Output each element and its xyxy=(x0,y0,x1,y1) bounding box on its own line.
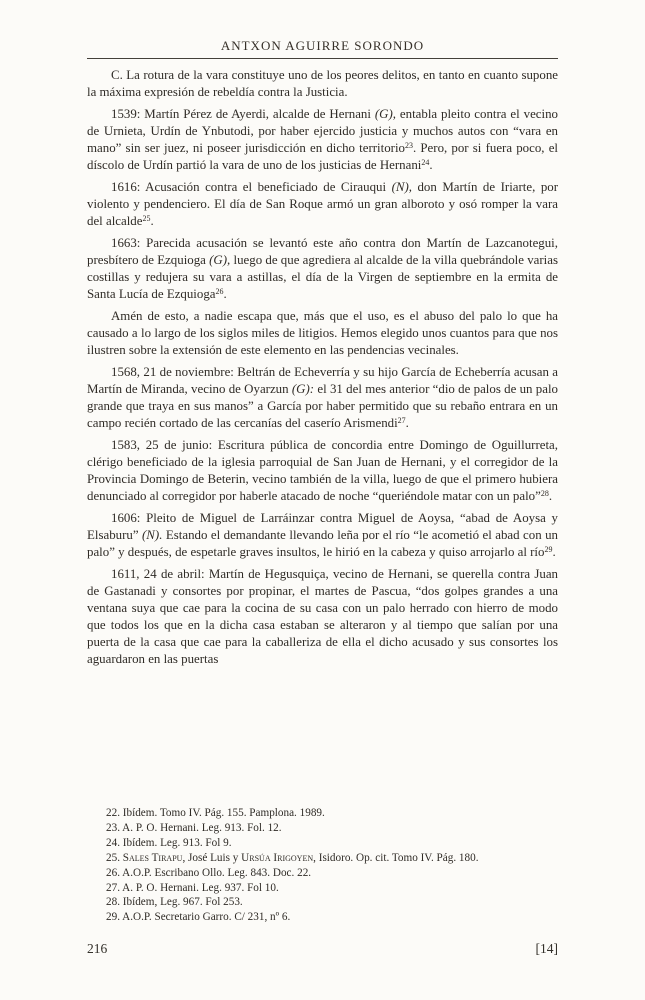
paragraph: 1616: Acusación contra el beneficiado de Cirauqui (N), don Martín de Iriarte, por violento y pendenciero. El día de San Roque armó un gran alboroto y osó romper la vara del alcalde$^{25}$. xyxy=(87,180,559,228)
running-header xyxy=(87,38,558,59)
footnote: 28. Ibídem, Leg. 967. Fol 253. xyxy=(106,896,243,909)
paragraph: 1568, 21 de noviembre: Beltrán de Echeverría y su hijo García de Echeberría acusan a Martín de Miranda, vecino de Oyarzun (G): el 31 del mes anterior “dio de palos de un palo grande que traya en sus manos” a García por haber permitido que su rebaño entrara en un campo recién cortado de las cercanías del caserío Arismendi$^{27}$. xyxy=(87,365,559,430)
paragraph: 1606: Pleito de Miguel de Larráinzar contra Miguel de Aoysa, “abad de Aoysa y Elsaburu” (N). Estando el demandante llevando leña por el río “le acometió el abad con un palo” y después, de espetarle graves insultos, le hirió en la cabeza y quiso arrojarlo al río$^{29}$. xyxy=(87,511,558,559)
body-text xyxy=(87,67,558,673)
paragraph: 1583, 25 de junio: Escritura pública de concordia entre Domingo de Oguillurreta, clérigo beneficiado de la iglesia parroquial de San Juan de Hernani, y el corregidor de la Provincia Domingo de Beterin, vecino también de la villa, luego de que el primero hubiera denunciado al corregidor por haberle atacado de noche “queriéndole matar con un palo”$^{28}$. xyxy=(87,438,558,503)
footnote: 22. Ibídem. Tomo IV. Pág. 155. Pamplona. 1989. xyxy=(106,807,325,819)
footnotes xyxy=(106,806,565,925)
paragraph: Amén de esto, a nadie escapa que, más que el uso, es el abuso del palo lo que ha causado a lo largo de los siglos miles de litigios. Hemos elegido unos cuantos para que nos ilustren sobre la extensión de este elemento en las pendencias vecinales. xyxy=(87,309,558,357)
footnote: 23. A. P. O. Hernani. Leg. 913. Fol. 12. xyxy=(106,821,282,834)
running-header-title: ANTXON AGUIRRE SORONDO xyxy=(220,38,425,53)
page-number: 216 xyxy=(87,941,108,956)
footnote: 26. A.O.P. Escribano Ollo. Leg. 843. Doc. 22. xyxy=(106,866,312,879)
paragraph: 1611, 24 de abril: Martín de Hegusquiça, vecino de Hernani, se querella contra Juan de Gastanadi y consortes por propinar, el martes de Pascua, “dos golpes grandes a una ventana suya que cae para la cocina de su casa con un palo herrado con hierro de modo que todos los que en la dicha casa estaban se alteraron y al tiempo que salían por una puerta de la casa que cae para la caballeriza de ella el dicho acusado y sus consortes los aguardaron en las puertas xyxy=(87,567,558,666)
paragraph: 1539: Martín Pérez de Ayerdi, alcalde de Hernani (G), entabla pleito contra el vecino de Urnieta, Urdín de Ynbutodi, por haber ejercido justicia y muchos autos con “vara en mano” sin ser juez, ni poseer jurisdicción en dicho territorio$^{23}$. Pero, por si fuera poco, el díscolo de Urdín partió la vara de uno de los justicias de Hernani$^{24}$. xyxy=(87,107,559,172)
footnote: 29. A.O.P. Secretario Garro. C/ 231, nº 6. xyxy=(106,911,291,924)
footnote: 24. Ibídem. Leg. 913. Fol 9. xyxy=(106,836,232,849)
footnote: 27. A. P. O. Hernani. Leg. 937. Fol 10. xyxy=(106,881,279,894)
footnote: 25. Sales Tirapu, José Luis y Ursúa Irigoyen, Isidoro. Op. cit. Tomo IV. Pág. 180. xyxy=(106,851,479,864)
plate-number: [14] xyxy=(535,941,558,956)
footer xyxy=(87,941,558,957)
paragraph: 1663: Parecida acusación se levantó este año contra don Martín de Lazcanotegui, presbítero de Ezquioga (G), luego de que agrediera al alcalde de la villa quebrándole varias costillas y redujera su vara a astillas, el día de la Virgen de septiembre en la ermita de Santa Lucía de Ezquioga$^{26}$. xyxy=(87,236,559,301)
paragraph: C. La rotura de la vara constituye uno de los peores delitos, en tanto en cuanto supone la máxima expresión de rebeldía contra la Justicia. xyxy=(87,68,558,99)
